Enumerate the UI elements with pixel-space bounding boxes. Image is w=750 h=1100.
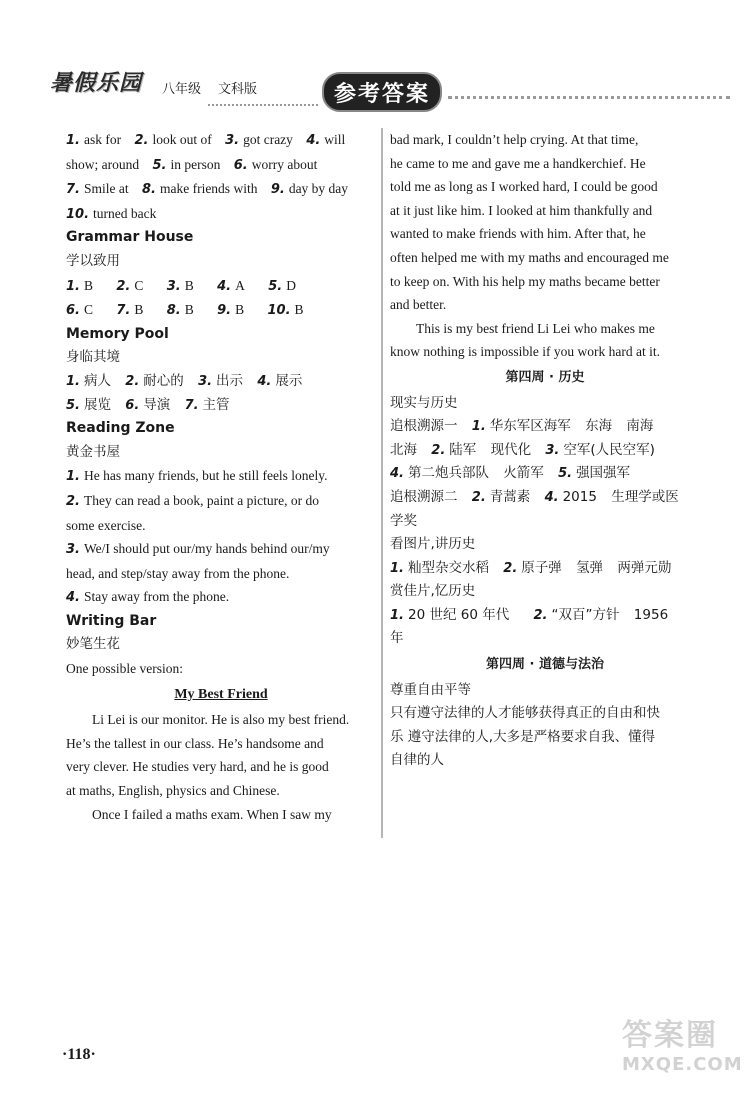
answer-line-continued: some exercise. [66, 517, 146, 533]
answer-text: 陆军 [449, 441, 477, 458]
answer-text: turned back [93, 205, 157, 221]
answer-text: 青蒿素 [489, 488, 531, 505]
item-number: 3. [66, 542, 80, 558]
answer-text: He has many friends, but he still feels lonely. [83, 468, 328, 484]
item-number: 1. [390, 560, 404, 576]
book-title: 暑假乐园 [50, 71, 143, 96]
watermark-logo [622, 1010, 743, 1090]
item-number: 1. [390, 607, 404, 623]
answer-text: 1956 [633, 606, 669, 623]
essay-line: Once I failed a maths exam. When I saw my [92, 806, 332, 822]
answer-line [390, 462, 700, 486]
edition-label: 文科版 [218, 82, 258, 97]
answer-line [66, 177, 376, 202]
item-number: 7. [66, 182, 80, 198]
answer-line [66, 274, 376, 299]
header-dotted-rule [208, 104, 318, 106]
answer-text: 2015 [562, 488, 597, 505]
item-number: 10. [66, 206, 90, 222]
item-number: 5. [268, 278, 283, 294]
answer-text: 展示 [275, 372, 303, 389]
essay-title: My Best Friend [174, 686, 268, 702]
answer-text: will [324, 132, 346, 147]
answer-line [66, 585, 376, 610]
item-number: 6. [66, 303, 80, 319]
essay-line: at maths, English, physics and Chinese. [66, 783, 280, 799]
answer-label: 追根溯源二 [390, 488, 458, 505]
item-number: 5. [66, 397, 80, 413]
answer-line-continued: 年 [390, 630, 404, 647]
section-heading: Reading Zone [66, 420, 175, 437]
item-number: 7. [184, 397, 199, 413]
section-heading: Grammar House [66, 229, 194, 246]
answer-line [390, 557, 700, 581]
item-number: 5. [152, 157, 167, 173]
answer-text: got crazy [243, 132, 293, 147]
answer-line [66, 153, 376, 178]
possible-version-label: One possible version: [66, 661, 183, 677]
item-number: 8. [166, 303, 181, 319]
item-number: 7. [116, 303, 131, 319]
subsection-heading: 现实与历史 [390, 394, 458, 411]
answer-text: make friends with [159, 181, 258, 197]
subsection-heading: 赏佳片,忆历史 [390, 583, 476, 600]
answer-line-continued: head, and step/stay away from the phone. [66, 565, 290, 581]
answer-text: B [83, 277, 93, 293]
item-number: 1. [66, 278, 80, 294]
answer-text: 耐心的 [143, 372, 184, 389]
answer-text: 20 世纪 60 年代 [407, 606, 510, 623]
answer-text: Smile at [83, 181, 129, 197]
item-number: 2. [66, 493, 80, 509]
answer-text: 导演 [143, 396, 171, 413]
answer-line [390, 439, 700, 463]
answer-text: 展览 [83, 396, 111, 413]
answer-text: 北海 [390, 441, 417, 458]
item-number: 1. [471, 419, 486, 435]
left-column [66, 128, 376, 826]
answer-text: 空军(人民空军) [563, 441, 655, 458]
answer-text: They can read a book, paint a picture, or do [83, 492, 320, 508]
answer-line [66, 298, 376, 323]
subsection-heading: 妙笔生花 [66, 636, 120, 653]
answer-line [66, 202, 376, 227]
item-number: 6. [233, 157, 248, 173]
answer-line [66, 537, 376, 562]
answer-text: 病人 [83, 372, 111, 389]
essay-line: told me as long as I worked hard, I could be good [390, 179, 658, 195]
right-column [390, 128, 700, 773]
answer-text: 两弹元勋 [617, 559, 672, 576]
answer-line [66, 128, 376, 153]
essay-line: wanted to make friends with him. After that, he [390, 226, 646, 242]
item-number: 2. [116, 278, 131, 294]
answer-text: 生理学或医 [611, 488, 679, 505]
grade-label: 八年级 [162, 82, 202, 97]
watermark-text: 答案圈 [622, 1018, 718, 1053]
answer-line [66, 370, 376, 394]
answer-line: 只有遵守法律的人才能够获得真正的自由和快 [390, 705, 660, 722]
item-number: 2. [125, 373, 140, 389]
answer-line [66, 489, 376, 514]
answer-line [66, 464, 376, 489]
item-number: 1. [66, 133, 80, 148]
item-number: 2. [134, 133, 149, 148]
item-number: 1. [66, 373, 80, 389]
answer-text: 籼型杂交水稻 [407, 559, 489, 576]
answer-text: 华东军区海军 [489, 418, 571, 435]
page-header [40, 60, 730, 120]
answer-label: 追根溯源一 [390, 418, 458, 435]
answer-line: 自律的人 [390, 752, 444, 769]
answer-line [390, 604, 700, 628]
essay-line: at it just like him. I looked at him thankfully and [390, 202, 653, 218]
item-number: 4. [66, 590, 80, 606]
answer-text: 火箭军 [503, 465, 544, 482]
item-number: 8. [141, 182, 156, 198]
answer-text: day by day [288, 181, 349, 197]
essay-line: to keep on. With his help my maths became better [390, 273, 660, 289]
essay-line: very clever. He studies very hard, and he is good [66, 759, 329, 775]
answer-text: “双百”方针 [551, 606, 620, 623]
answer-text: D [286, 277, 296, 293]
essay-line: often helped me with my maths and encouraged me [390, 249, 669, 265]
item-number: 6. [125, 397, 140, 413]
answer-text: B [184, 302, 194, 318]
answer-text: 氢弹 [576, 559, 604, 576]
item-number: 2. [503, 560, 518, 576]
essay-line: He’s the tallest in our class. He’s handsome and [66, 735, 324, 751]
item-number: 4. [544, 489, 559, 505]
answer-text: 东海 [585, 418, 613, 435]
item-number: 3. [225, 133, 240, 148]
answer-text: 出示 [216, 372, 244, 389]
item-number: 3. [545, 442, 560, 458]
answer-line: 乐 遵守法律的人,大多是严格要求自我、懂得 [390, 728, 656, 745]
answer-text: in person [170, 156, 221, 172]
item-number: 2. [533, 607, 548, 623]
item-number: 9. [270, 182, 285, 198]
item-number: 3. [198, 373, 213, 389]
answer-text: 主管 [202, 396, 230, 413]
answer-text: B [134, 302, 144, 318]
header-dotted-rule [448, 96, 730, 99]
item-number: 3. [166, 278, 181, 294]
essay-line: This is my best friend Li Lei who makes me [416, 320, 655, 336]
essay-line: bad mark, I couldn’t help crying. At that time, [390, 132, 639, 147]
essay-line: know nothing is impossible if you work hard at it. [390, 344, 660, 360]
week-section-title: 第四周 · 历史 [505, 369, 585, 385]
item-number: 1. [66, 469, 80, 485]
answer-line [66, 394, 376, 418]
item-number: 2. [431, 442, 446, 458]
item-number: 2. [471, 489, 486, 505]
item-number: 5. [558, 466, 573, 482]
item-number: 4. [390, 466, 404, 482]
answer-text: 第二炮兵部队 [407, 465, 489, 482]
answer-line [390, 415, 700, 439]
answer-text: 南海 [626, 418, 654, 435]
answer-text: B [294, 302, 304, 318]
answer-text: C [83, 302, 93, 318]
answer-text: C [134, 277, 144, 293]
section-heading: Memory Pool [66, 325, 169, 342]
subsection-heading: 看图片,讲历史 [390, 536, 476, 553]
subsection-heading: 尊重自由平等 [390, 681, 471, 698]
answer-text: 现代化 [490, 441, 532, 458]
answer-text: worry about [251, 156, 318, 172]
item-number: 10. [267, 303, 291, 319]
column-divider [381, 128, 383, 838]
answer-text: B [184, 277, 194, 293]
subsection-heading: 学以致用 [66, 252, 120, 269]
watermark-url: MXQE.COM [622, 1054, 743, 1075]
answer-key-badge: 参考答案 [322, 72, 442, 112]
answer-text: B [235, 302, 245, 318]
item-number: 4. [257, 373, 272, 389]
answer-line [390, 486, 700, 510]
answer-line-continued: 学奖 [390, 512, 417, 529]
page-number: ·118· [62, 1046, 96, 1063]
essay-line: he came to me and gave me a handkerchief. He [390, 155, 646, 171]
item-number: 4. [306, 133, 321, 148]
answer-text: We/I should put our/my hands behind our/my [83, 541, 330, 557]
answer-text: A [235, 277, 245, 293]
answer-text: 强国强军 [576, 465, 631, 482]
subsection-heading: 身临其境 [66, 349, 120, 366]
answer-text: show; around [66, 156, 140, 172]
essay-line: Li Lei is our monitor. He is also my best friend. [92, 712, 350, 728]
item-number: 9. [217, 303, 232, 319]
answer-text: Stay away from the phone. [83, 589, 230, 605]
subsection-heading: 黄金书屋 [66, 443, 120, 460]
essay-line: and better. [390, 297, 447, 313]
answer-text: look out of [152, 132, 212, 147]
item-number: 4. [217, 278, 232, 294]
answer-text: 原子弹 [521, 559, 562, 576]
week-section-title: 第四周 · 道德与法治 [486, 657, 604, 673]
section-heading: Writing Bar [66, 612, 157, 629]
answer-text: ask for [83, 132, 122, 147]
